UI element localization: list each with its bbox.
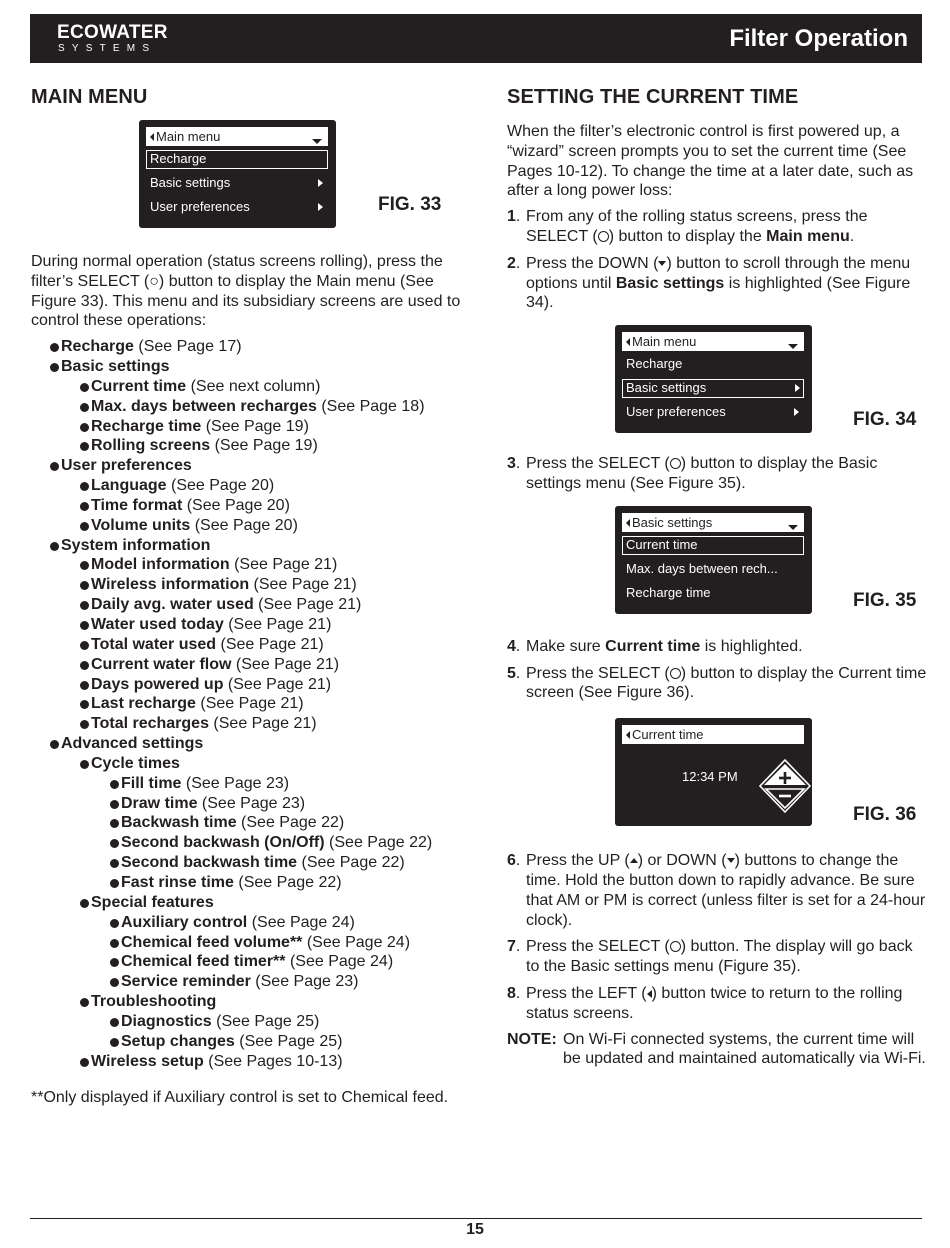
menu-item-name: Days powered up	[91, 675, 224, 693]
menu-item-name: Daily avg. water used	[91, 596, 254, 614]
lcd-row	[622, 355, 804, 374]
menu-item-ref: (See Page 22)	[324, 834, 433, 852]
menu-outline-item	[31, 933, 461, 953]
menu-outline-item	[31, 476, 461, 496]
step-3: 3. Press the SELECT ( ) button to display the Basic settings menu (See Figure 35).	[507, 455, 878, 492]
bullet-icon	[80, 661, 89, 670]
menu-item-name: Last recharge	[91, 695, 196, 713]
bullet-icon	[50, 542, 59, 551]
menu-item-name: Recharge	[61, 338, 134, 356]
menu-outline-item	[31, 555, 461, 575]
bullet-icon	[80, 899, 89, 908]
down-arrow-icon	[727, 858, 735, 863]
menu-outline-item	[31, 536, 461, 556]
bullet-icon	[80, 760, 89, 769]
step-text: .	[849, 227, 855, 245]
menu-outline-item	[31, 1052, 461, 1072]
bullet-icon	[80, 720, 89, 729]
menu-outline-item	[31, 734, 461, 754]
menu-item-name: Basic settings	[61, 358, 170, 376]
bullet-icon	[110, 780, 119, 789]
bullet-icon	[80, 482, 89, 491]
menu-outline-item	[31, 377, 461, 397]
bullet-icon	[110, 958, 119, 967]
menu-item-name: Recharge time	[91, 417, 202, 435]
bullet-icon	[110, 879, 119, 888]
bullet-icon	[110, 839, 119, 848]
step-1: 1. From any of the rolling status screens, press the SELECT ( ) button to display the Main menu.	[507, 208, 868, 245]
menu-outline-item	[31, 595, 461, 615]
menu-item-name: Cycle times	[91, 754, 180, 772]
step-4: 4. Make sure Current time is highlighted.	[507, 637, 803, 655]
step-bold: Basic settings	[615, 274, 725, 292]
bullet-icon	[110, 819, 119, 828]
menu-item-ref: (See Page 21)	[249, 576, 357, 594]
logo-wordmark: ECOWATER	[57, 22, 168, 43]
step-5: 5. Press the SELECT ( ) button to display the Current time screen (See Figure 36).	[507, 664, 927, 702]
note-text: On Wi-Fi connected systems, the current time will be updated and maintained automatically via Wi-Fi.	[563, 1030, 926, 1068]
bullet-icon	[80, 1058, 89, 1067]
left-arrow-icon	[626, 338, 630, 346]
lcd-row-selected	[622, 536, 804, 555]
bullet-icon	[80, 621, 89, 630]
menu-item-name: Chemical feed timer**	[121, 953, 286, 971]
menu-item-name: Service reminder	[121, 973, 251, 991]
menu-outline-item	[31, 833, 461, 853]
menu-item-ref: (See Pages 10-13)	[203, 1052, 343, 1070]
menu-item-name: Total water used	[91, 635, 217, 653]
step-text: ) buttons to change the time. Hold the button down to rapidly advance. Be sure that AM or PM is correct (unless filter is set for a 24-hour clock).	[526, 852, 926, 929]
select-button-icon	[598, 231, 609, 242]
menu-item-ref: (See Page 25)	[211, 1012, 320, 1030]
up-down-buttons-icon	[758, 758, 812, 814]
menu-item-name: Fast rinse time	[121, 873, 234, 891]
lcd-row-label: Basic settings	[150, 175, 231, 190]
menu-item-name: User preferences	[61, 457, 192, 475]
step-text: Press the LEFT (	[526, 984, 647, 1002]
step-text: Press the UP (	[526, 852, 630, 870]
step-text: ) button to display the Basic settings menu (See Figure 35).	[526, 455, 878, 492]
menu-item-name: Second backwash time	[121, 854, 298, 872]
menu-item-name: Current water flow	[91, 655, 232, 673]
menu-item-name: Rolling screens	[91, 437, 211, 455]
menu-outline	[31, 337, 461, 1071]
left-column	[31, 86, 461, 1108]
lcd-header	[146, 127, 328, 146]
menu-outline-item	[31, 774, 461, 794]
left-arrow-icon	[626, 519, 630, 527]
figure-36	[507, 720, 927, 828]
lcd-screen	[139, 120, 336, 228]
menu-item-ref: (See Page 23)	[181, 774, 290, 792]
lcd-screen	[615, 718, 812, 826]
menu-outline-item	[31, 813, 461, 833]
menu-item-name: Model information	[91, 556, 230, 574]
chevron-down-icon	[312, 139, 322, 144]
bullet-icon	[80, 601, 89, 610]
menu-outline-item	[31, 853, 461, 873]
select-button-icon	[670, 941, 681, 952]
bullet-icon	[110, 978, 119, 987]
bullet-icon	[80, 423, 89, 432]
menu-item-name: System information	[61, 536, 211, 554]
menu-outline-item	[31, 675, 461, 695]
menu-item-ref: (See Page 21)	[195, 695, 304, 713]
menu-outline-item	[31, 357, 461, 377]
step-text: ) or DOWN (	[637, 852, 727, 870]
step-2: 2. Press the DOWN ( ) button to scroll through the menu options until Basic settings is highlighted (See Figure 34).	[507, 254, 911, 312]
lcd-screen	[615, 325, 812, 433]
menu-item-name: Setup changes	[121, 1032, 235, 1050]
menu-item-ref: (See Page 20)	[190, 516, 298, 534]
step-text: Make sure	[526, 637, 606, 655]
menu-item-ref: (See Page 20)	[166, 477, 275, 495]
menu-item-ref: (See Page 21)	[223, 675, 332, 693]
menu-item-ref: (See Page 22)	[297, 854, 405, 872]
intro-paragraph: During normal operation (status screens rolling), press the filter’s SELECT (○) button to display the Main menu (See Figure 33). This menu and its subsidiary screens are used to control these operations:	[31, 253, 461, 330]
menu-item-name: Time format	[91, 496, 183, 514]
step-text: ) button. The display will go back to the Basic settings menu (Figure 35).	[526, 938, 913, 976]
lcd-row-selected	[622, 379, 804, 398]
menu-outline-item	[31, 615, 461, 635]
figure-label: FIG. 34	[853, 409, 917, 431]
menu-item-name: Wireless information	[91, 576, 250, 594]
right-arrow-icon	[795, 384, 800, 392]
figure-35	[507, 510, 927, 618]
bullet-icon	[80, 700, 89, 709]
intro-paragraph: When the filter’s electronic control is first powered up, a “wizard” screen prompts you to set the current time (See Pages 10-12). To change the time at a later date, such as after a long power loss:	[507, 123, 914, 200]
bullet-icon	[50, 740, 59, 749]
steps-list-b	[507, 454, 927, 494]
menu-outline-item	[31, 794, 461, 814]
step-number: 1	[507, 208, 516, 226]
figure-label: FIG. 33	[378, 194, 442, 215]
menu-item-ref: (See Page 23)	[197, 794, 306, 812]
lcd-row	[622, 560, 804, 579]
figure-33	[31, 123, 461, 231]
lcd-row	[622, 584, 804, 603]
steps-list-a	[507, 207, 927, 313]
bullet-icon	[80, 403, 89, 412]
steps-list-c	[507, 637, 927, 703]
menu-outline-item	[31, 436, 461, 456]
menu-item-ref: (See Page 21)	[216, 635, 324, 653]
bullet-icon	[110, 939, 119, 948]
step-7: 7. Press the SELECT ( ) button. The display will go back to the Basic settings menu (Figure 35).	[507, 938, 913, 976]
menu-outline-item	[31, 694, 461, 714]
bullet-icon	[80, 998, 89, 1007]
menu-item-name: Water used today	[91, 616, 224, 633]
menu-item-ref: (See Page 22)	[236, 814, 345, 832]
lcd-header	[622, 332, 804, 351]
step-text: Press the SELECT (	[526, 938, 670, 956]
page-header	[30, 14, 922, 63]
menu-item-ref: (See Page 20)	[182, 496, 290, 514]
lcd-row-label: Basic settings	[626, 380, 707, 396]
menu-item-ref: (See next column)	[186, 377, 321, 395]
bullet-icon	[80, 561, 89, 570]
lcd-header-label: Basic settings	[632, 514, 713, 530]
time-readout: 12:34 PM	[682, 769, 738, 785]
lcd-row-label: User preferences	[150, 199, 250, 214]
lcd-row-selected	[146, 150, 328, 169]
bullet-icon	[80, 641, 89, 650]
menu-item-name: Language	[91, 477, 167, 495]
step-text: From any of the rolling status screens, press the SELECT (	[526, 208, 868, 245]
chevron-down-icon	[788, 525, 798, 530]
right-column	[507, 86, 927, 1069]
step-number: 8	[507, 984, 516, 1002]
lcd-screen	[615, 506, 812, 614]
menu-outline-item	[31, 496, 461, 516]
lcd-header-label: Main menu	[156, 129, 221, 144]
step-text: ) button to display the Current time screen (See Figure 36).	[526, 664, 927, 702]
menu-item-name: Current time	[91, 377, 187, 395]
note	[507, 1030, 927, 1070]
menu-item-name: Max. days between recharges	[91, 397, 317, 415]
bullet-icon	[80, 502, 89, 511]
menu-item-name: Volume units	[91, 516, 191, 534]
step-text: ) button to display the	[608, 227, 767, 245]
menu-item-name: Diagnostics	[121, 1012, 212, 1030]
step-text: is highlighted (See Figure 34).	[526, 274, 911, 312]
menu-outline-item	[31, 893, 461, 913]
step-text: is highlighted.	[700, 637, 803, 655]
menu-outline-item	[31, 516, 461, 536]
step-number: 3	[507, 455, 516, 473]
lcd-row-label: Current time	[626, 536, 698, 552]
menu-outline-item	[31, 456, 461, 476]
menu-item-ref: (See Page 19)	[210, 437, 318, 455]
lcd-row	[146, 174, 328, 193]
menu-outline-item	[31, 417, 461, 437]
lcd-header-label: Main menu	[632, 334, 697, 350]
menu-outline-item	[31, 397, 461, 417]
page-number: 15	[466, 1221, 484, 1238]
menu-outline-item	[31, 1012, 461, 1032]
right-arrow-icon	[318, 203, 323, 211]
chevron-down-icon	[788, 344, 798, 349]
current-time-heading: SETTING THE CURRENT TIME	[507, 86, 799, 108]
menu-item-ref: (See Page 19)	[201, 417, 309, 435]
figure-label: FIG. 36	[853, 804, 917, 826]
footnote: **Only displayed if Auxiliary control is set to Chemical feed.	[31, 1089, 449, 1107]
bullet-icon	[110, 919, 119, 928]
left-arrow-icon	[626, 731, 630, 739]
bullet-icon	[80, 681, 89, 690]
menu-item-name: Draw time	[121, 794, 198, 812]
menu-outline-item	[31, 655, 461, 675]
menu-item-name: Advanced settings	[61, 735, 204, 753]
menu-item-ref: (See Page 21)	[231, 655, 340, 673]
section-title: Filter Operation	[729, 25, 908, 52]
lcd-header	[622, 725, 804, 744]
menu-item-ref: (See Page 25)	[234, 1032, 343, 1050]
menu-outline-item	[31, 873, 461, 893]
menu-item-ref: (See Page 18)	[316, 397, 425, 415]
lcd-header	[622, 513, 804, 532]
step-number: 5	[507, 664, 516, 682]
bullet-icon	[110, 800, 119, 809]
lcd-row-label: Max. days between rech...	[626, 560, 778, 576]
menu-outline-item	[31, 575, 461, 595]
menu-outline-item	[31, 913, 461, 933]
bullet-icon	[110, 1018, 119, 1027]
figure-34	[507, 329, 927, 437]
step-8: 8. Press the LEFT ( ) button twice to return to the rolling status screens.	[507, 984, 903, 1022]
menu-item-name: Troubleshooting	[91, 993, 217, 1011]
lcd-row-label: Recharge	[626, 356, 683, 372]
select-button-icon	[670, 668, 681, 679]
menu-outline-item	[31, 952, 461, 972]
menu-item-ref: (See Page 23)	[250, 973, 359, 991]
lcd-header-label: Current time	[632, 727, 704, 743]
main-menu-heading: MAIN MENU	[31, 86, 148, 108]
step-bold: Main menu	[766, 227, 850, 245]
step-bold: Current time	[605, 637, 701, 655]
menu-item-ref: (See Page 22)	[233, 873, 342, 891]
step-text: Press the DOWN (	[526, 254, 659, 272]
bullet-icon	[80, 442, 89, 451]
menu-item-name: Auxiliary control	[121, 913, 248, 931]
menu-item-name: Chemical feed volume**	[121, 933, 303, 951]
menu-item-ref: (See Page 21)	[223, 616, 332, 633]
bullet-icon	[50, 363, 59, 372]
step-text: Press the SELECT (	[526, 664, 670, 682]
lcd-row-label: Recharge	[150, 151, 207, 166]
lcd-row	[622, 403, 804, 422]
menu-item-name: Total recharges	[91, 715, 209, 733]
note-label: NOTE:	[507, 1030, 557, 1048]
menu-item-ref: (See Page 24)	[302, 933, 411, 951]
lcd-row	[146, 198, 328, 217]
logo-subtitle: SYSTEMS	[58, 43, 157, 54]
select-button-icon	[670, 458, 681, 469]
menu-outline-item	[31, 635, 461, 655]
menu-outline-item	[31, 1032, 461, 1052]
menu-item-ref: (See Page 24)	[285, 953, 394, 971]
right-arrow-icon	[794, 408, 799, 416]
lcd-row-label: Recharge time	[626, 584, 711, 600]
step-number: 4	[507, 637, 516, 655]
menu-item-ref: (See Page 21)	[208, 715, 317, 733]
steps-list-d	[507, 851, 927, 1023]
left-arrow-icon	[150, 133, 154, 141]
menu-outline-item	[31, 972, 461, 992]
bullet-icon	[110, 1038, 119, 1047]
bullet-icon	[80, 581, 89, 590]
footer-rule	[30, 1218, 922, 1219]
menu-item-ref: (See Page 21)	[229, 556, 338, 574]
menu-outline-item	[31, 754, 461, 774]
menu-item-name: Backwash time	[121, 814, 237, 832]
menu-outline-item	[31, 992, 461, 1012]
menu-item-name: Wireless setup	[91, 1052, 204, 1070]
right-arrow-icon	[318, 179, 323, 187]
bullet-icon	[50, 343, 59, 352]
menu-item-name: Fill time	[121, 774, 182, 792]
step-text: ) button twice to return to the rolling status screens.	[526, 984, 903, 1022]
menu-outline-item	[31, 337, 461, 357]
menu-item-ref: (See Page 17)	[133, 338, 242, 356]
step-number: 2	[507, 254, 516, 272]
step-text: ) button to scroll through the menu options until	[526, 254, 911, 292]
up-arrow-icon	[630, 858, 638, 863]
menu-item-name: Second backwash (On/Off)	[121, 834, 325, 852]
bullet-icon	[80, 522, 89, 531]
menu-item-ref: (See Page 24)	[247, 913, 355, 931]
menu-item-name: Special features	[91, 893, 214, 911]
lcd-row-label: User preferences	[626, 404, 726, 420]
bullet-icon	[50, 462, 59, 471]
menu-item-ref: (See Page 21)	[253, 596, 362, 614]
step-number: 6	[507, 852, 516, 870]
step-text: Press the SELECT (	[526, 455, 670, 473]
menu-outline-item	[31, 714, 461, 734]
bullet-icon	[80, 383, 89, 392]
step-number: 7	[507, 938, 516, 956]
figure-label: FIG. 35	[853, 589, 917, 611]
step-6: 6. Press the UP ( ) or DOWN ( ) buttons to change the time. Hold the button down to rapidly advance. Be sure that AM or PM is correct (unless filter is set for a 24-hour clock).	[507, 852, 926, 929]
bullet-icon	[110, 859, 119, 868]
